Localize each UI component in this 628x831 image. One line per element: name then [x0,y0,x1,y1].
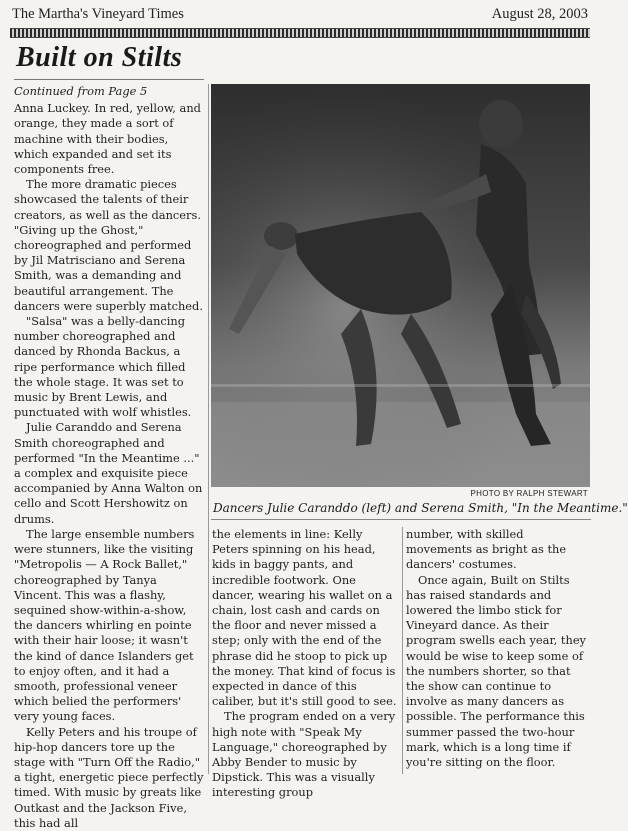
paragraph: Kelly Peters and his troupe of hip-hop dancers tore up the stage with "Turn Off the Radio," a tight, energetic piece perfectly timed. With music by greats like Outkast and the Jackson Five, this had all [14,724,204,830]
newspaper-name: The Martha's Vineyard Times [12,6,184,22]
headline-underline [14,79,204,80]
column-divider [402,527,403,774]
dance-photo [211,84,590,487]
paragraph: Once again, Built on Stilts has raised standards and lowered the limbo stick for Vineyard dance. As their program swells each year, they would be wise to keep some of the numbers shorter, so that the show can continue to involve as many dancers as possible. The performance this summer passed the two-hour mark, which is a long time if you're sitting on the floor. [406,572,586,770]
article-column-1 [14,84,206,831]
column-divider [208,84,209,774]
dancers-photo-illustration [211,84,590,487]
paragraph: "Salsa" was a belly-dancing number choreographed and danced by Rhonda Backus, a ripe performance which filled the whole stage. It was set to music by Brent Lewis, and punctuated with wolf whistles. [14,314,192,420]
photo-caption: Dancers Julie Caranddo (left) and Serena Smith, "In the Meantime." [213,501,628,515]
paragraph: The more dramatic pieces showcased the talents of their creators, as well as the dancers. "Giving up the Ghost," choreographed and performed by Jil Matrisciano and Serena Smith, was a demanding and beautiful arrangement. The dancers were superbly matched. [14,177,203,313]
paragraph: The program ended on a very high note with "Speak My Language," choreographed by Abby Bender to music by Dipstick. This was a visually interesting group [212,709,396,800]
article-column-3 [406,527,590,770]
article-headline: Built on Stilts [16,42,183,73]
paragraph: Anna Luckey. In red, yellow, and orange, they made a sort of machine with their bodies, which expanded and set its components free. [14,101,201,177]
paragraph: the elements in line: Kelly Peters spinning on his head, kids in baggy pants, and incredible footwork. One dancer, wearing his wallet on a chain, lost cash and cards on the floor and never missed a step; only with the end of the phrase did he stoop to pick up the money. That kind of focus is expected in dance of this caliber, but it's still good to see. [212,527,397,709]
issue-date: August 28, 2003 [491,6,588,22]
paragraph: number, with skilled movements as bright as the dancers' costumes. [406,527,567,572]
caption-rule [211,519,591,520]
jump-line: Continued from Page 5 [14,84,148,98]
paragraph: The large ensemble numbers were stunners, like the visiting "Metropolis — A Rock Ballet," choreographed by Tanya Vincent. This was a flashy, sequined show-within-a-show, the dancers whirling en pointe with their hair loose; it wasn't the kind of dance Islanders get to enjoy often, and it had a smooth, professional veneer which belied the performers' very young faces. [14,526,195,724]
article-column-2 [212,527,399,801]
photo-credit: PHOTO BY RALPH STEWART [470,489,588,498]
masthead-rule [10,28,590,38]
paragraph: Julie Caranddo and Serena Smith choreographed and performed "In the Meantime ..." a complex and exquisite piece accompanied by Anna Walton on cello and Scott Hershowitz on drums. [14,420,203,526]
